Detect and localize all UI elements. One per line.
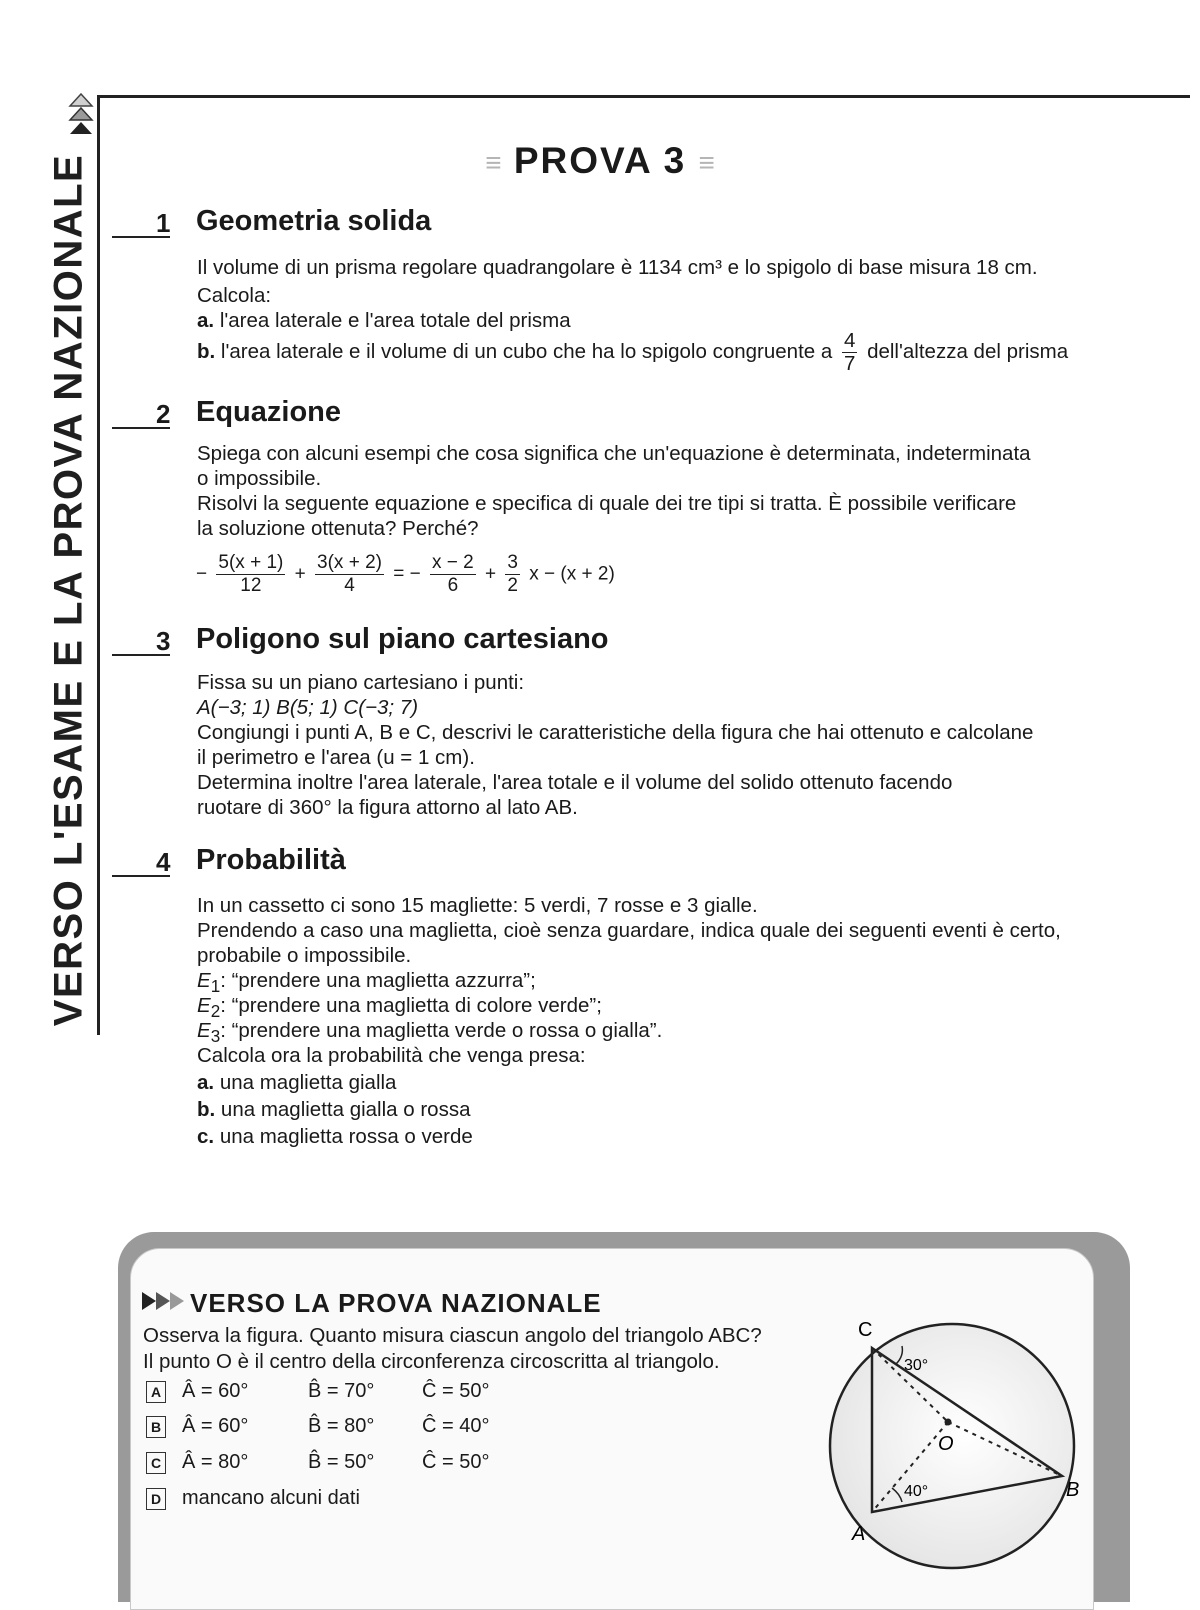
fraction-4-7 (842, 330, 857, 375)
option-c-angle-b: B̂ = 50° (308, 1451, 375, 1473)
top-rule (97, 95, 1190, 98)
option-c-angle-c: Ĉ = 50° (422, 1451, 490, 1473)
side-arrows-icon (66, 92, 96, 147)
section-3-line5: ruotare di 360° la figura attorno al lato AB. (197, 796, 578, 819)
event-2-text: : “prendere una maglietta di colore verde”; (220, 994, 602, 1017)
section-2-line3: Risolvi la seguente equazione e specifica di quale dei tre tipi si tratta. È possibile verificare (197, 492, 1017, 515)
section-1-number: 1 (156, 208, 171, 238)
point-o (945, 1419, 952, 1426)
option-b-angle-b: B̂ = 80° (308, 1415, 375, 1437)
eq-tail: x − (x + 2) (529, 563, 615, 585)
event-1-label: E (197, 969, 211, 992)
eq-fraction-4 (505, 552, 520, 597)
item-b-text: una maglietta gialla o rossa (220, 1098, 471, 1121)
title-deco-right: ≡ (698, 147, 715, 179)
box-line2: Il punto O è il centro della circonferenza circoscritta al triangolo. (143, 1350, 720, 1373)
fraction-numerator: 4 (843, 329, 856, 352)
option-d-text: mancano alcuni dati (182, 1487, 360, 1509)
option-c-letter: C (146, 1452, 166, 1474)
option-b[interactable] (146, 1415, 490, 1438)
label-c: C (858, 1319, 873, 1341)
fraction-denominator: 7 (843, 352, 856, 375)
eq-f1-den: 12 (240, 575, 262, 596)
option-a-letter: A (146, 1381, 166, 1403)
section-4-line2: Prendendo a caso una maglietta, cioè senza guardare, indica quale dei seguenti eventi è certo, (197, 919, 1061, 942)
box-title: VERSO LA PROVA NAZIONALE (190, 1288, 602, 1318)
item-b-text-post: dell'altezza del prisma (867, 339, 1069, 363)
event-3-text: : “prendere una maglietta verde o rossa o gialla”. (220, 1019, 663, 1042)
section-2-number: 2 (156, 399, 171, 429)
eq-op3: + (485, 563, 497, 585)
section-3-number: 3 (156, 626, 171, 656)
option-c-angle-a: Â = 80° (182, 1451, 249, 1473)
item-a-label: a. (197, 1071, 215, 1094)
eq-f4-den: 2 (507, 575, 518, 596)
angle-c-label: 30° (904, 1357, 929, 1374)
eq-op1: + (294, 563, 306, 585)
eq-f1-num: 5(x + 1) (218, 552, 284, 573)
side-label-wrap (40, 150, 98, 1030)
section-4-item-a (197, 1070, 396, 1095)
section-1-item-b (197, 330, 1068, 375)
section-4-line4: Calcola ora la probabilità che venga presa: (197, 1044, 586, 1067)
section-4-line1: In un cassetto ci sono 15 magliette: 5 verdi, 7 rosse e 3 gialle. (197, 894, 758, 917)
equation (196, 552, 615, 597)
eq-f3-num: x − 2 (432, 552, 474, 573)
page-title: PROVA 3 (513, 140, 687, 181)
triangle-circle-figure (820, 1312, 1100, 1600)
section-4-item-b (197, 1097, 471, 1122)
event-1-text: : “prendere una maglietta azzurra”; (220, 969, 536, 992)
item-b-text-pre: l'area laterale e il volume di un cubo che ha lo spigolo congruente a (220, 339, 833, 363)
option-b-angle-c: Ĉ = 40° (422, 1415, 490, 1437)
section-3-points: A(−3; 1) B(5; 1) C(−3; 7) (197, 696, 419, 719)
item-c-text: una maglietta rossa o verde (219, 1125, 473, 1148)
eq-f2-num: 3(x + 2) (317, 552, 382, 573)
section-3-line2: Congiungi i punti A, B e C, descrivi le caratteristiche della figura che hai ottenuto e calcolane (197, 721, 1034, 744)
side-label: VERSO L'ESAME E LA PROVA NAZIONALE (46, 153, 91, 1027)
section-1-title: Geometria solida (196, 205, 432, 237)
label-a: A (852, 1523, 866, 1545)
section-3-line4: Determina inoltre l'area laterale, l'area totale e il volume del solido ottenuto facendo (197, 771, 953, 794)
option-b-angle-a: Â = 60° (182, 1415, 249, 1437)
label-o: O (938, 1433, 954, 1455)
section-4-line3: probabile o impossibile. (197, 944, 412, 967)
section-1-line1: Il volume di un prisma regolare quadrangolare è 1134 cm³ e lo spigolo di base misura 18 cm. (197, 256, 1038, 279)
eq-f4-num: 3 (507, 552, 518, 573)
eq-sign: − (196, 563, 208, 585)
item-a-text: l'area laterale e l'area totale del prisma (219, 309, 571, 332)
event-3-label: E (197, 1019, 211, 1042)
label-b: B (1066, 1479, 1080, 1501)
angle-a-label: 40° (904, 1483, 929, 1500)
option-a-angle-c: Ĉ = 50° (422, 1380, 490, 1402)
option-a-angle-b: B̂ = 70° (308, 1380, 375, 1402)
option-a[interactable] (146, 1380, 490, 1403)
event-2-label: E (197, 994, 211, 1017)
event-2-sub: 2 (210, 1002, 221, 1022)
option-d-letter: D (146, 1488, 166, 1510)
section-2-title: Equazione (196, 396, 342, 428)
section-3-line3: il perimetro e l'area (u = 1 cm). (197, 746, 475, 769)
section-3-title: Poligono sul piano cartesiano (196, 623, 609, 655)
page-title-wrap (0, 140, 1200, 182)
event-3-sub: 3 (210, 1027, 221, 1047)
section-2-line1: Spiega con alcuni esempi che cosa significa che un'equazione è determinata, indeterminata (197, 442, 1031, 465)
item-b-label: b. (197, 339, 216, 363)
item-a-text: una maglietta gialla (219, 1071, 397, 1094)
section-4-item-c (197, 1124, 473, 1149)
eq-fraction-3 (430, 552, 476, 597)
item-a-label: a. (197, 309, 215, 332)
item-b-label: b. (197, 1098, 216, 1121)
eq-fraction-2 (315, 552, 384, 597)
event-1-sub: 1 (210, 977, 221, 997)
eq-op2: = − (393, 563, 421, 585)
section-3-line1: Fissa su un piano cartesiano i punti: (197, 671, 525, 694)
section-2-line4: la soluzione ottenuta? Perché? (197, 517, 479, 540)
triple-arrow-icon (142, 1290, 186, 1312)
section-2-line2: o impossibile. (197, 467, 322, 490)
eq-f3-den: 6 (447, 575, 459, 596)
section-1-line2: Calcola: (197, 284, 272, 307)
eq-fraction-1 (216, 552, 285, 597)
option-a-angle-a: Â = 60° (182, 1380, 249, 1402)
option-d[interactable] (146, 1487, 360, 1510)
section-4-number: 4 (156, 847, 171, 877)
item-c-label: c. (197, 1125, 215, 1148)
section-4-title: Probabilità (196, 844, 346, 876)
title-deco-left: ≡ (485, 147, 502, 179)
eq-f2-den: 4 (344, 575, 355, 596)
option-b-letter: B (146, 1416, 166, 1438)
option-c[interactable] (146, 1451, 490, 1474)
box-line1: Osserva la figura. Quanto misura ciascun angolo del triangolo ABC? (143, 1324, 762, 1347)
